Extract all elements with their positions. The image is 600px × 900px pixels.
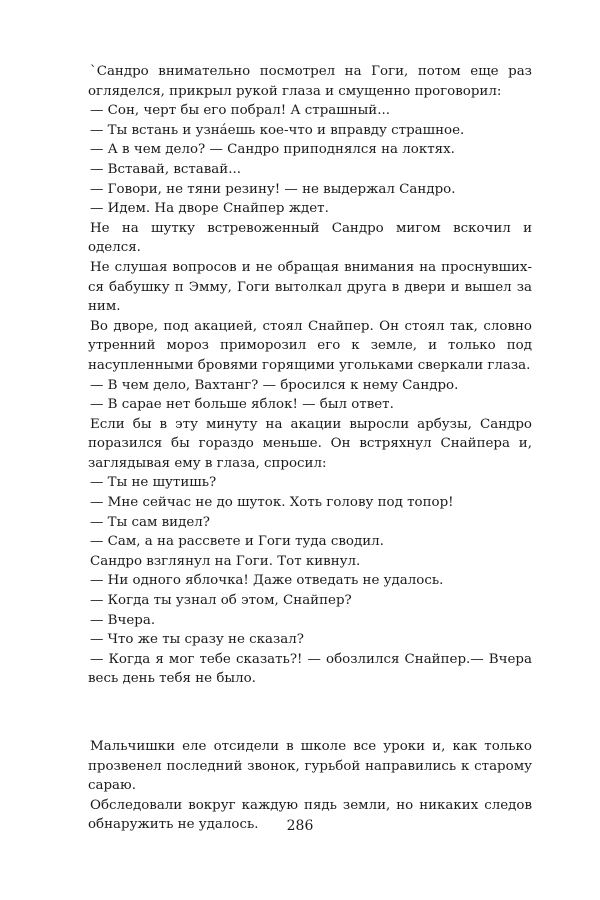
paragraph: Мальчишки еле отсидели в школе все уроки и, как только прозвенел последний звонок, гурьбой направились к старому сараю.: [88, 739, 532, 794]
dialogue-line: — Вставай, вставай...: [90, 161, 241, 177]
dialogue-line: — Говори, не тяни резину! — не выдержал Сандро.: [90, 181, 456, 197]
dialogue-line: — Что же ты сразу не сказал?: [90, 632, 304, 648]
dialogue-line: — А в чем дело? — Сандро приподнялся на локтях.: [90, 142, 455, 158]
section-1: [88, 62, 532, 689]
paragraph: `Сандро внимательно посмотрел на Гоги, потом еще раз огляделся, прикрыл рукой глаза и смущенно проговорил:: [88, 64, 532, 99]
paragraph: Не слушая вопросов и не обращая внимания на проснувшихся бабушку п Эмму, Гоги вытолкал друга в двери и вышел за ним.: [88, 259, 532, 315]
paragraph: Если бы в эту минуту на акации выросли арбузы, Сандро поразился бы гораздо меньше. Он встряхнул Снайпера и, заглядывая ему в глаза, спросил:: [88, 416, 532, 471]
page-body: [88, 62, 532, 835]
dialogue-line: — Когда ты узнал об этом, Снайпер?: [90, 593, 352, 609]
paragraph: Сандро взглянул на Гоги. Тот кивнул.: [90, 553, 361, 569]
section-break: [88, 689, 532, 737]
dialogue-line: — Сон, черт бы его побрал! А страшный...: [90, 103, 390, 119]
dialogue-line: — Мне сейчас не до шуток. Хоть голову под топор!: [90, 495, 454, 511]
paragraph: Обследовали вокруг каждую пядь земли, но никаких следов обнаружить не удалось.: [88, 797, 532, 833]
dialogue-line: — Идем. На дворе Снайпер ждет.: [90, 201, 329, 217]
dialogue-line: — Когда я мог тебе сказать?! — обозлился Снайпер.— Вчера весь день тебя не было.: [88, 651, 532, 687]
dialogue-line: — В сарае нет больше яблок! — был ответ.: [90, 397, 394, 413]
page-number: 286: [286, 818, 314, 834]
paragraph: Во дворе, под акацией, стоял Снайпер. Он стоял так, словно утренний мороз приморозил его к земле, и только под насупленными бровями горящими угольками сверкали глаза.: [88, 318, 532, 373]
dialogue-line: — Ни одного яблочка! Даже отведать не удалось.: [90, 573, 444, 589]
dialogue-line: — Сам, а на рассвете и Гоги туда сводил.: [90, 534, 384, 550]
dialogue-line: — Вчера.: [90, 612, 156, 628]
dialogue-line: — Ты встань и узнáешь кое-что и вправду страшное.: [90, 122, 465, 138]
dialogue-line: — Ты сам видел?: [90, 514, 210, 530]
dialogue-line: — Ты не шутишь?: [90, 475, 217, 491]
dialogue-line: — В чем дело, Вахтанг? — бросился к нему Сандро.: [90, 377, 459, 393]
paragraph: Не на шутку встревоженный Сандро мигом вскочил и оделся.: [88, 220, 532, 256]
